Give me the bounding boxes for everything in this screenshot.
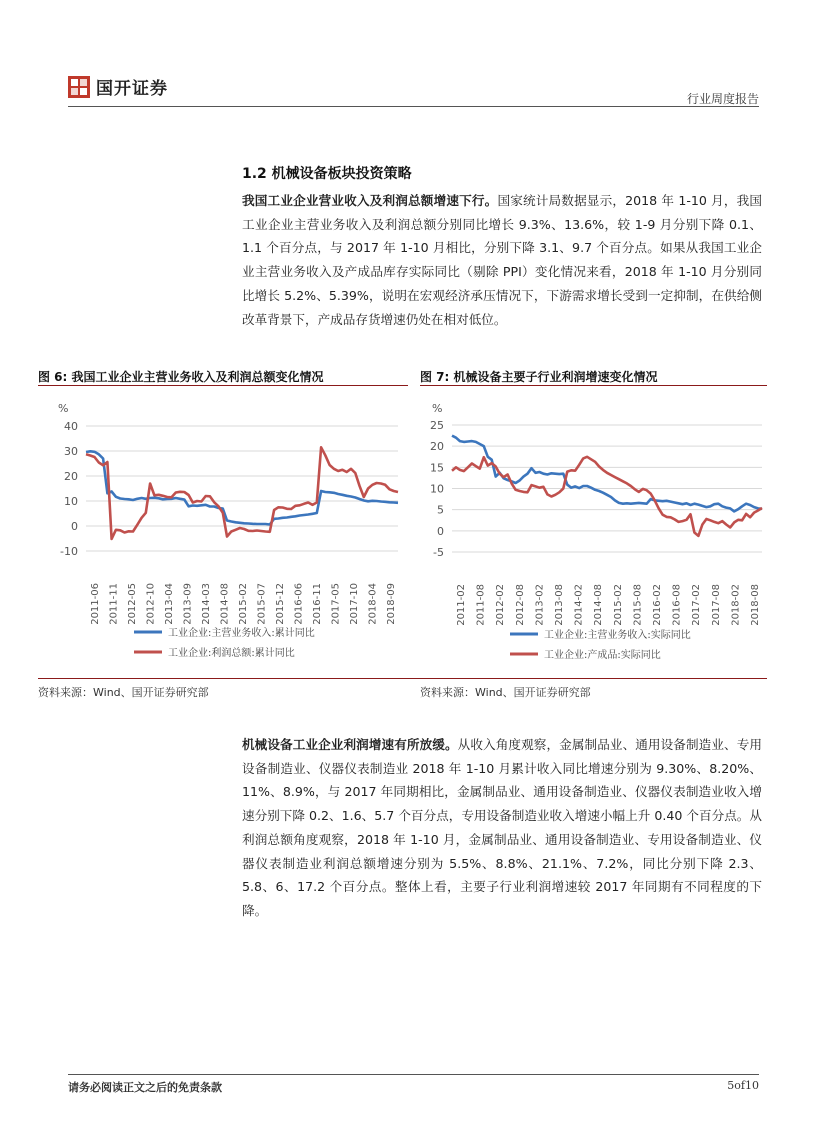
x-tick-label: 2017-02 — [691, 584, 703, 626]
series-line-1 — [86, 451, 398, 524]
figure-7-source: 资料来源：Wind、国开证券研究部 — [420, 686, 591, 699]
brand-name: 国开证券 — [96, 79, 168, 99]
page-number: 5of10 — [727, 1079, 759, 1092]
x-tick-label: 2017-08 — [710, 584, 722, 626]
paragraph-2 — [242, 733, 762, 923]
x-tick-label: 2016-11 — [312, 583, 323, 625]
x-tick-label: 2014-08 — [593, 584, 605, 626]
paragraph-1-lead: 我国工业企业营业收入及利润总额增速下行。 — [242, 193, 498, 208]
y-unit-label: % — [58, 402, 69, 415]
y-tick-label: -10 — [60, 545, 78, 558]
y-tick-label: 25 — [430, 419, 444, 432]
x-tick-label: 2012-05 — [127, 583, 138, 625]
paragraph-1-body: 国家统计局数据显示，2018 年 1-10 月，我国工业企业主营业务收入及利润总额分别同比增长 9.3%、13.6%，较 1-9 月分别下降 0.1、1.1 个百分点，与 2017 年 1-10 月相比，分别下降 3.1、9.7 个百分点。如果从我国工业企业主营业务收入及产成品库存实际同比（剔除 PPI）变化情况来看，2018 年 1-10 月分别同比增长 5.2%、5.39%，说明在宏观经济承压情况下，下游需求增长受到一定抑制，在供给侧改革背景下，产成品存货增速仍处在相对低位。 — [242, 193, 763, 327]
x-tick-label: 2012-02 — [495, 584, 507, 626]
x-tick-label: 2016-02 — [652, 584, 663, 626]
x-tick-label: 2018-08 — [750, 584, 761, 626]
disclaimer-text: 请务必阅读正文之后的免责条款 — [68, 1081, 222, 1094]
x-tick-label: 2014-02 — [573, 584, 585, 626]
chart-figure-6 — [38, 388, 413, 678]
x-tick-label: 2017-05 — [330, 583, 342, 625]
y-tick-label: 40 — [64, 420, 78, 433]
x-tick-label: 2013-04 — [164, 583, 175, 625]
x-tick-label: 2012-08 — [514, 584, 526, 626]
x-tick-label: 2016-08 — [671, 584, 683, 626]
y-tick-label: 10 — [430, 482, 444, 496]
report-type: 行业周度报告 — [686, 92, 759, 106]
y-tick-label: 0 — [437, 524, 444, 538]
x-tick-label: 2015-02 — [238, 583, 249, 625]
paragraph-1 — [242, 189, 762, 331]
section-title: 1.2 机械设备板块投资策略 — [242, 166, 412, 182]
y-tick-label: 10 — [64, 495, 78, 508]
x-tick-label: 2012-10 — [145, 583, 157, 625]
footer-divider — [68, 1074, 759, 1075]
x-tick-label: 2015-07 — [256, 583, 268, 625]
x-tick-label: 2015-08 — [632, 584, 644, 626]
legend-label: 工业企业:主营业务收入:累计同比 — [168, 628, 315, 639]
x-tick-label: 2014-03 — [201, 583, 212, 625]
y-unit-label: % — [432, 402, 443, 415]
legend-label: 工业企业:主营业务收入:实际同比 — [544, 630, 691, 641]
y-tick-label: 30 — [64, 445, 78, 458]
figure-bottom-rule — [38, 678, 767, 679]
y-tick-label: 5 — [437, 503, 444, 517]
figure-6-title: 图 6: 我国工业企业主营业务收入及利润总额变化情况 — [38, 370, 324, 384]
y-tick-label: -5 — [433, 546, 444, 559]
x-tick-label: 2013-09 — [182, 583, 194, 625]
x-tick-label: 2018-04 — [367, 583, 379, 625]
y-tick-label: 0 — [71, 520, 78, 533]
logo-icon — [68, 76, 90, 98]
figure-7-top-rule — [420, 385, 767, 386]
y-tick-label: 20 — [430, 440, 444, 454]
x-tick-label: 2011-02 — [456, 584, 467, 626]
series-line-2 — [86, 447, 398, 539]
x-tick-label: 2018-02 — [730, 584, 742, 626]
chart-figure-7 — [420, 388, 775, 678]
figure-6-top-rule — [38, 385, 408, 386]
figure-6-source: 资料来源：Wind、国开证券研究部 — [38, 686, 209, 699]
x-tick-label: 2015-12 — [275, 583, 286, 625]
paragraph-2-lead: 机械设备工业企业利润增速有所放缓。 — [242, 737, 458, 752]
x-tick-label: 2011-11 — [108, 583, 120, 625]
x-tick-label: 2014-08 — [219, 583, 231, 625]
series-line-2 — [452, 457, 762, 536]
legend-label: 工业企业:产成品:实际同比 — [544, 650, 661, 661]
x-tick-label: 2018-09 — [386, 583, 397, 625]
x-tick-label: 2017-10 — [349, 583, 360, 625]
x-tick-label: 2011-08 — [475, 584, 487, 626]
figure-7-title: 图 7: 机械设备主要子行业利润增速变化情况 — [420, 370, 658, 384]
y-tick-label: 15 — [430, 461, 444, 475]
x-tick-label: 2011-06 — [90, 583, 101, 625]
x-tick-label: 2013-02 — [534, 584, 546, 626]
x-tick-label: 2016-06 — [293, 583, 305, 625]
legend-label: 工业企业:利润总额:累计同比 — [168, 648, 295, 659]
y-tick-label: 20 — [64, 470, 78, 483]
header-divider — [68, 106, 759, 107]
x-tick-label: 2013-08 — [554, 584, 565, 626]
x-tick-label: 2015-02 — [612, 584, 624, 626]
paragraph-2-body: 从收入角度观察，金属制品业、通用设备制造业、专用设备制造业、仪器仪表制造业 2018 年 1-10 月累计收入同比增速分别为 9.30%、8.20%、11%、8.9%，与 2017 年同期相比，金属制品业、通用设备制造业、仪器仪表制造业收入增速分别下降 0.2、1.6、5.7 个百分点，专用设备制造业收入增速小幅上升 0.40 个百分点。从利润总额角度观察，2018 年 1-10 月，金属制品业、通用设备制造业、专用设备制造业、仪器仪表制造业利润总额增速分别为 5.5%、8.8%、21.1%、7.2%，同比分别下降 2.3、5.8、6、17.2 个百分点。整体上看，主要子行业利润增速较 2017 年同期有不同程度的下降。 — [242, 737, 763, 918]
